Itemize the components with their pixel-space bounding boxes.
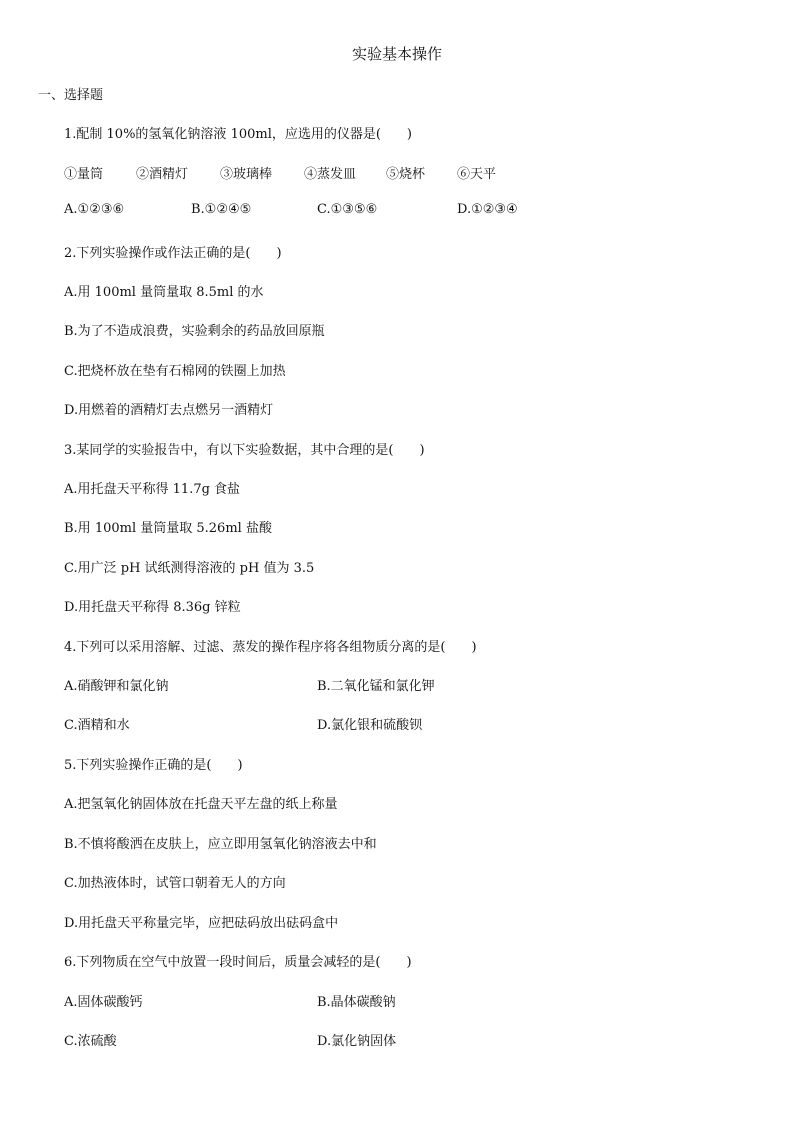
q3-option-a: A.用托盘天平称得 11.7g 食盐 (64, 482, 241, 497)
q3-option-c: C.用广泛 pH 试纸测得溶液的 pH 值为 3.5 (64, 561, 315, 576)
q1-option-d: D.①②③④ (457, 202, 518, 217)
q1-option-a: A.①②③⑥ (64, 202, 125, 217)
q5-option-b: B.不慎将酸洒在皮肤上，应立即用氢氧化钠溶液去中和 (64, 837, 377, 852)
q1-option-c: C.①③⑤⑥ (317, 202, 378, 217)
q5-option-d: D.用托盘天平称量完毕，应把砝码放出砝码盒中 (64, 916, 339, 931)
q5-option-a: A.把氢氧化钠固体放在托盘天平左盘的纸上称量 (64, 797, 338, 812)
question-6-stem: 6.下列物质在空气中放置一段时间后，质量会减轻的是( ) (64, 955, 412, 970)
q6-option-c: C.浓硫酸 (64, 1034, 117, 1049)
q1-item-6: ⑥天平 (457, 167, 497, 182)
question-5-stem: 5.下列实验操作正确的是( ) (64, 758, 243, 773)
q4-option-d: D.氯化银和硫酸钡 (317, 718, 423, 733)
question-3-stem: 3.某同学的实验报告中，有以下实验数据，其中合理的是( ) (64, 443, 425, 458)
q2-option-b: B.为了不造成浪费，实验剩余的药品放回原瓶 (64, 324, 325, 339)
q1-option-b: B.①②④⑤ (191, 202, 252, 217)
q2-option-d: D.用燃着的酒精灯去点燃另一酒精灯 (64, 403, 274, 418)
question-1-stem: 1.配制 10%的氢氧化钠溶液 100ml，应选用的仪器是( ) (64, 127, 413, 142)
q3-option-d: D.用托盘天平称得 8.36g 锌粒 (64, 600, 241, 615)
q2-option-c: C.把烧杯放在垫有石棉网的铁圈上加热 (64, 364, 286, 379)
q2-option-a: A.用 100ml 量筒量取 8.5ml 的水 (64, 285, 264, 300)
section-heading: 一、选择题 (38, 88, 104, 103)
q1-item-3: ③玻璃棒 (220, 167, 273, 182)
q4-option-b: B.二氧化锰和氯化钾 (317, 679, 435, 694)
page-title: 实验基本操作 (351, 45, 442, 63)
question-2-stem: 2.下列实验操作或作法正确的是( ) (64, 246, 282, 261)
q3-option-b: B.用 100ml 量筒量取 5.26ml 盐酸 (64, 521, 272, 536)
q5-option-c: C.加热液体时，试管口朝着无人的方向 (64, 876, 286, 891)
question-4-stem: 4.下列可以采用溶解、过滤、蒸发的操作程序将各组物质分离的是( ) (64, 640, 477, 655)
q1-item-5: ⑤烧杯 (386, 167, 426, 182)
q6-option-a: A.固体碳酸钙 (64, 995, 143, 1010)
q1-item-2: ②酒精灯 (136, 167, 189, 182)
q6-option-d: D.氯化钠固体 (317, 1034, 397, 1049)
q1-item-1: ①量筒 (64, 167, 104, 182)
q4-option-c: C.酒精和水 (64, 718, 130, 733)
q1-item-4: ④蒸发皿 (304, 167, 357, 182)
q6-option-b: B.晶体碳酸钠 (317, 995, 396, 1010)
q4-option-a: A.硝酸钾和氯化钠 (64, 679, 169, 694)
